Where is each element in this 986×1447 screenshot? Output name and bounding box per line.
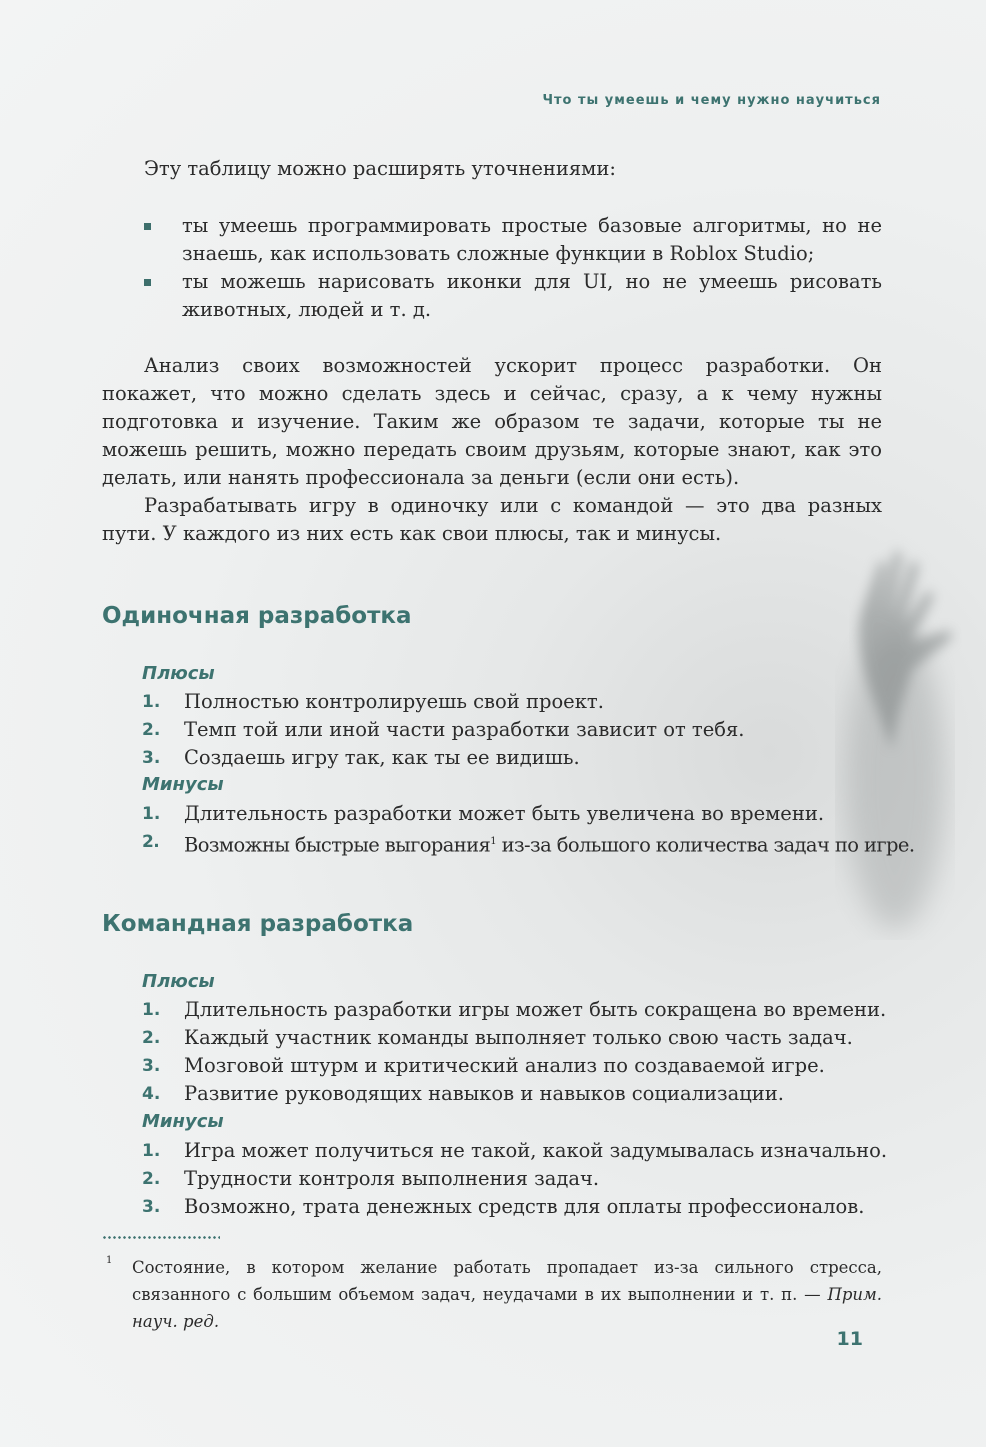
section-heading-team: Командная разработка [102, 911, 414, 937]
body-paragraphs [102, 352, 882, 548]
paragraph: Разрабатывать игру в одиночку или с командой — это два разных пути. У каждого из них есть как свои плюсы, так и минусы. [102, 494, 882, 545]
bullet-square-icon [144, 279, 151, 286]
editor-note: Прим. науч. ред. [132, 1285, 882, 1331]
footnote-separator [102, 1236, 220, 1239]
list-item: 1. Полностью контролируешь свой проект. [142, 690, 604, 713]
bullet-list [142, 212, 882, 324]
list-item: 3. Мозговой штурм и критический анализ по создаваемой игре. [142, 1054, 825, 1077]
solo-cons-label: Минусы [142, 774, 224, 795]
running-head: Что ты умеешь и чему нужно научиться [542, 93, 881, 108]
list-item: 1. Игра может получиться не такой, какой задумывалась изначально. [142, 1139, 888, 1162]
team-cons-label: Минусы [142, 1111, 224, 1132]
list-item: 1. Длительность разработки игры может быть сокращена во времени. [142, 998, 887, 1021]
team-cons-list [142, 1137, 902, 1221]
team-pros-list [142, 996, 902, 1108]
solo-cons-list [142, 800, 915, 860]
list-item: 2. Трудности контроля выполнения задач. [142, 1167, 600, 1190]
team-pros-label: Плюсы [142, 971, 215, 992]
list-item: 3. Создаешь игру так, как ты ее видишь. [142, 746, 580, 769]
paragraph: Анализ своих возможностей ускорит процесс разработки. Он покажет, что можно сделать здесь и сейчас, сразу, а к чему нужны подготовка и изучение. Таким же образом те задачи, которые ты не можешь решить, можно передать своим друзьям, которые знают, как это делать, или нанять профессионала за деньги (если они есть). [102, 354, 882, 489]
list-item: 2. Каждый участник команды выполняет только свою часть задач. [142, 1026, 853, 1049]
list-item: 3. Возможно, трата денежных средств для оплаты профессионалов. [142, 1195, 865, 1218]
section-heading-solo: Одиночная разработка [102, 603, 412, 629]
footnote-reference: 1 [490, 836, 497, 847]
list-item: 2. Возможны быстрые выгорания$^1$ из-за большого количества задач по игре. [142, 832, 915, 857]
list-item: 4. Развитие руководящих навыков и навыков социализации. [142, 1082, 784, 1105]
list-item: ты умеешь программировать простые базовые алгоритмы, но не знаешь, как использовать сложные функции в Roblox Studio; [142, 212, 882, 268]
footnote-text: Состояние, в котором желание работать пропадает из-за сильного стресса, связанного с большим объемом задач, неудачами в их выполнении и т. п. — [132, 1258, 882, 1304]
list-item: ты можешь нарисовать иконки для UI, но не умеешь рисовать животных, людей и т. д. [142, 268, 882, 324]
footnote-mark: 1 [106, 1255, 113, 1266]
footnote [102, 1254, 882, 1335]
list-item: 1. Длительность разработки может быть увеличена во времени. [142, 802, 825, 825]
page-number: 11 [836, 1328, 863, 1350]
solo-pros-label: Плюсы [142, 663, 215, 684]
solo-pros-list [142, 688, 902, 772]
intro-paragraph: Эту таблицу можно расширять уточнениями: [144, 157, 616, 180]
bullet-square-icon [144, 223, 151, 230]
list-item: 2. Темп той или иной части разработки зависит от тебя. [142, 718, 745, 741]
